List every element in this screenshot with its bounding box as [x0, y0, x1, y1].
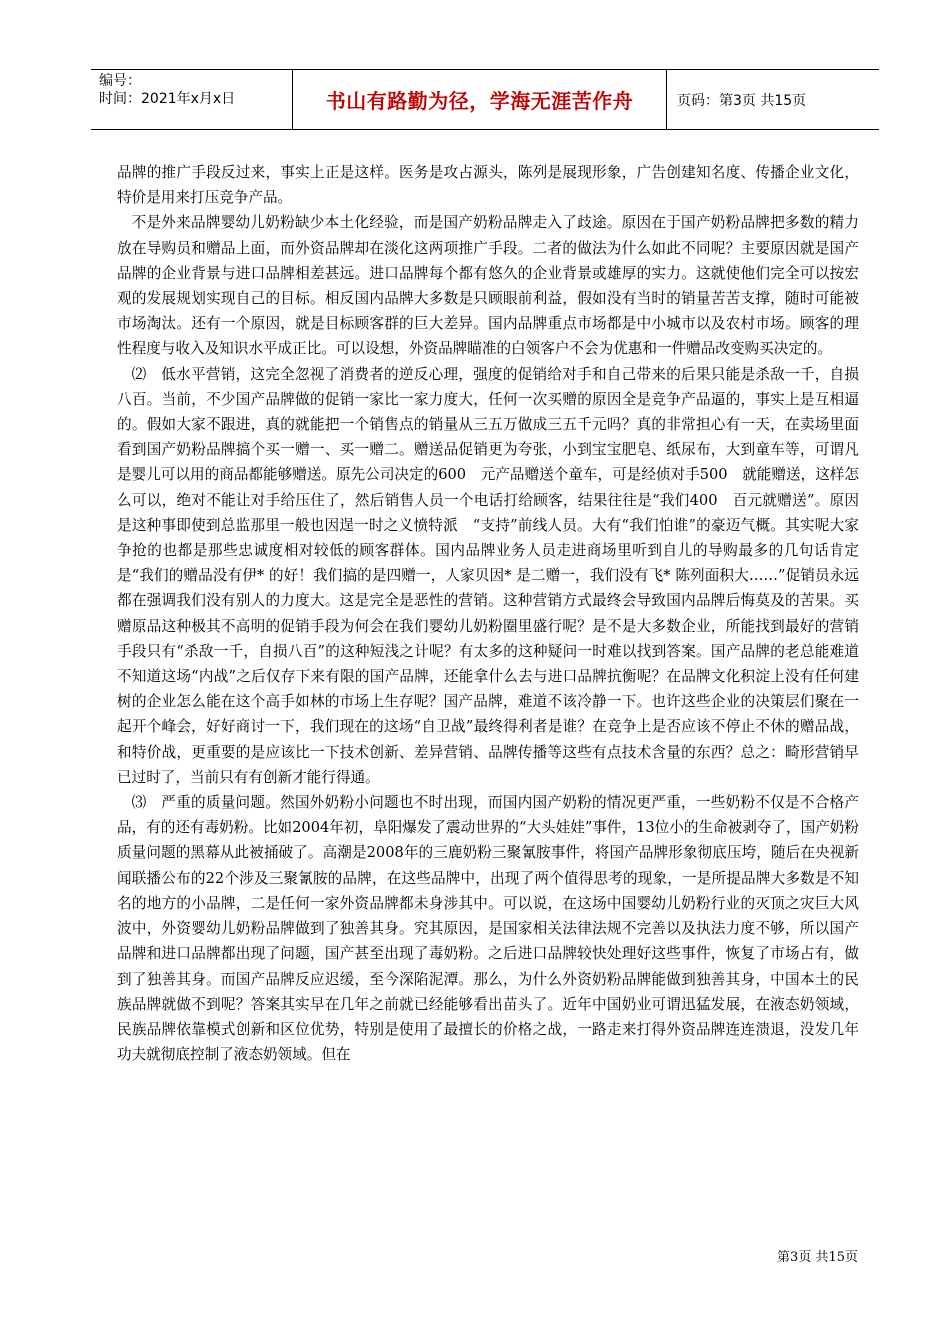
header-motto: 书山有路勤为径，学海无涯苦作舟: [293, 70, 667, 129]
document-body: [117, 160, 859, 1067]
paragraph-2: 不是外来品牌婴幼儿奶粉缺少本土化经验，而是国产奶粉品牌走入了歧途。原因在于国产奶粉品牌把多数的精力放在导购员和赠品上面，而外资品牌却在淡化这两项推广手段。二者的做法为什么如此不同呢？主要原因就是国产品牌的企业背景与进口品牌相差甚远。进口品牌每个都有悠久的企业背景或雄厚的实力。这就使他们完全可以按宏观的发展规划实现自己的目标。相反国内品牌大多数是只顾眼前利益，假如没有当时的销量苦苦支撑，随时可能被市场淘汰。还有一个原因，就是目标顾客群的巨大差异。国内品牌重点市场都是中小城市以及农村市场。顾客的理性程度与收入及知识水平成正比。可以设想，外资品牌瞄准的白领客户不会为优惠和一件赠品改变购买决定的。: [117, 214, 859, 358]
time-label: 时间：2021年x月x日: [99, 91, 236, 107]
paragraph-3: ⑵ 低水平营销，这完全忽视了消费者的逆反心理，强度的促销给对手和自己带来的后果只能是杀敌一千，自损八百。当前，不少国产品牌做的促销一家比一家力度大，任何一次买赠的原因全是竞争产品逼的，事实上是互相逼的。假如大家不跟进，真的就能把一个销售点的销量从三五万做成三五千元吗？真的非常担心有一天，在卖场里面看到国产奶粉品牌搞个买一赠一、买一赠二。赠送品促销更为夸张，小到宝宝肥皂、纸尿布，大到童车等，可谓凡是婴儿可以用的商品都能够赠送。原先公司决定的600 元产品赠送个童车，可是经侦对手500 就能赠送，这样怎么可以，绝对不能让对手给压住了，然后销售人员一个电话打给顾客，结果往往是“我们400 百元就赠送”。原因是这种事即使到总监那里一般也因逞一时之义愤特派 “支持”前线人员。大有“我们怕谁”的豪迈气概。其实呢大家争抢的也都是那些忠诚度相对较低的顾客群体。国内品牌业务人员走进商场里听到自儿的导购最多的几句话肯定是“我们的赠品没有伊* 的好！我们搞的是四赠一，人家贝因* 是二赠一，我们没有飞* 陈列面积大……”促销员永远都在强调我们没有别人的力度大。这是完全是恶性的营销。这种营销方式最终会导致国内品牌后悔莫及的苦果。买赠原品这种极其不高明的促销手段为何会在我们婴幼儿奶粉圈里盛行呢？是不是大多数企业，所能找到最好的营销手段只有“杀敌一千，自损八百”的这种短浅之计呢？有太多的这种疑问一时难以找到答案。国产品牌的老总能难道不知道这场“内战”之后仅存下来有限的国产品牌，还能拿什么去与进口品牌抗衡呢？在品牌文化积淀上没有任何建树的企业怎么能在这个高手如林的市场上生存呢？国产品牌，难道不该冷静一下。也许这些企业的决策层们聚在一起开个峰会，好好商讨一下，我们现在的这场“自卫战”最终得利者是谁？在竞争上是否应该不停止不休的赠品战，和特价战，更重要的是应该比一下技术创新、差异营销、品牌传播等这些有点技术含量的东西？总之：畸形营销早已过时了，当前只有有创新才能行得通。: [117, 365, 859, 786]
document-header: [91, 69, 879, 130]
paragraph-1: 品牌的推广手段反过来，事实上正是这样。医务是攻占源头，陈列是展现形象，广告创建知名度、传播企业文化，特价是用来打压竞争产品。: [117, 164, 859, 207]
code-label: 编号：: [99, 73, 141, 89]
page-footer: 第3页 共15页: [777, 1250, 858, 1265]
paragraph-4: ⑶ 严重的质量问题。然国外奶粉小问题也不时出现，而国内国产奶粉的情况更严重，一些奶粉不仅是不合格产品，有的还有毒奶粉。比如2004年初，阜阳爆发了震动世界的“大头娃娃”事件，13位小的生命被剥夺了，国产奶粉质量问题的黑幕从此被捅破了。高潮是2008年的三鹿奶粉三聚氰胺事件，将国产品牌形象彻底压垮，随后在央视新闻联播公布的22个涉及三聚氰胺的品牌，在这些品牌中，出现了两个值得思考的现象，一是所提品牌大多数是不知名的地方的小品牌，二是任何一家外资品牌都未身涉其中。可以说，在这场中国婴幼儿奶粉行业的灭顶之灾巨大风波中，外资婴幼儿奶粉品牌做到了独善其身。究其原因，是国家相关法律法规不完善以及执法力度不够，所以国产品牌和进口品牌都出现了问题，国产甚至出现了毒奶粉。之后进口品牌较快处理好这些事件，恢复了市场占有，做到了独善其身。而国产品牌反应迟缓，至今深陷泥潭。那么，为什么外资奶粉品牌能做到独善其身，中国本土的民族品牌就做不到呢？答案其实早在几年之前就已经能够看出苗头了。近年中国奶业可谓迅猛发展，在液态奶领域，民族品牌依靠模式创新和区位优势，特别是使用了最擅长的价格之战，一路走来打得外资品牌连连溃退，没发几年功夫就彻底控制了液态奶领域。但在: [117, 794, 859, 1064]
header-page-number: 页码：第3页 共15页: [677, 92, 807, 109]
header-info-cell: [91, 70, 293, 129]
